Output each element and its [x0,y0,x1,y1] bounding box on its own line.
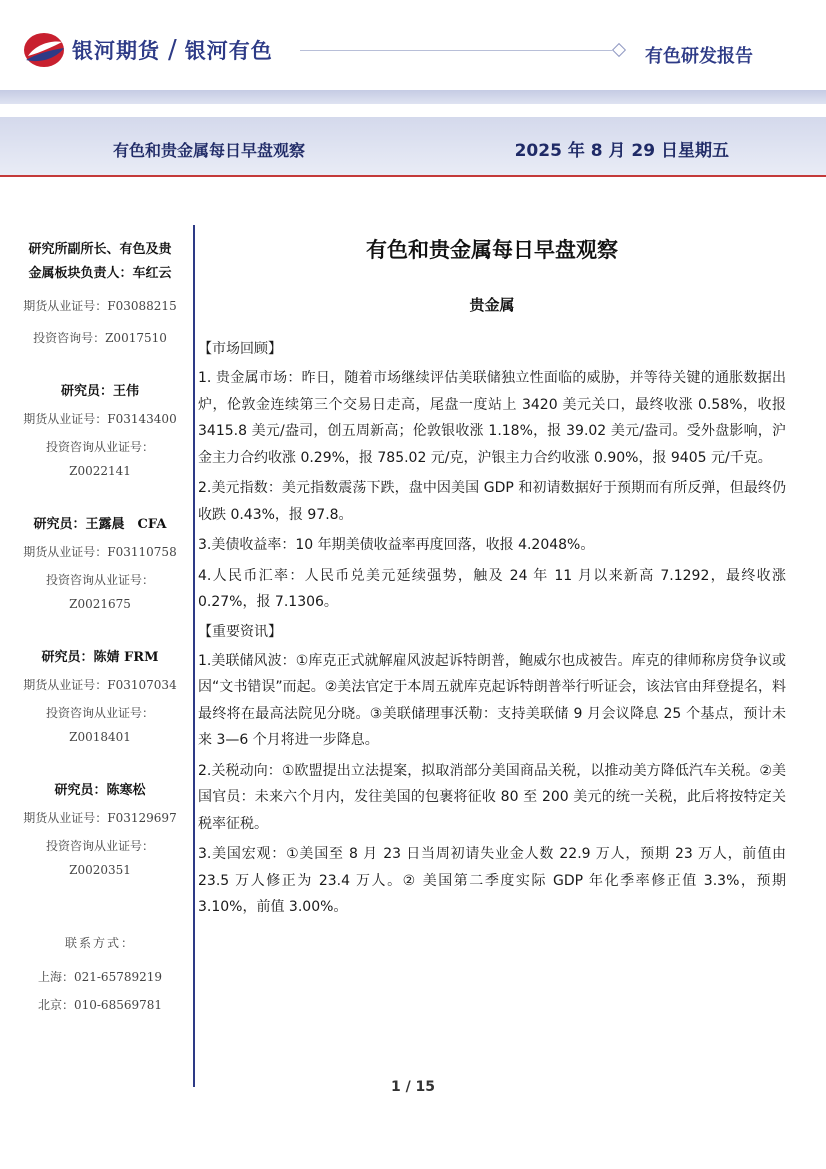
researcher-cert2: Z0018401 [69,730,131,744]
news-paragraph-2: 2.关税动向：①欧盟提出立法提案，拟取消部分美国商品关税，以推动美方降低汽车关税。②美国官员：未来六个月内，发往美国的包裹将征收 80 至 200 美元的统一关税，此后将按特定关税率征税。 [198,762,786,832]
header-decor-line [300,50,612,51]
researcher-cert1: 期货从业证号：F03129697 [23,811,177,825]
lead-cert-2: 投资咨询号：Z0017510 [33,331,167,345]
report-type: 有色研发报告 [645,46,753,67]
market-paragraph-3: 3.美债收益率：10 年期美债收益率再度回落，收报 4.2048%。 [198,537,595,553]
researcher-cert1: 期货从业证号：F03107034 [23,678,177,692]
researcher-cert2: Z0021675 [69,597,131,611]
researcher-name: 研究员：王伟 [60,384,139,399]
news-heading: 【重要资讯】 [198,623,282,640]
galaxy-logo-icon [22,30,66,70]
researcher-cert2-label: 投资咨询从业证号： [45,839,154,853]
logo [22,30,273,70]
researcher-name: 研究员：王露晨 CFA [33,517,167,532]
brand-separator: / [168,35,177,65]
contact-beijing: 北京：010-68569781 [37,998,163,1012]
market-review-heading: 【市场回顾】 [198,341,282,357]
report-body [198,230,786,921]
contact-shanghai: 上海：021-65789219 [37,970,163,984]
sub-brand-name: 银河有色 [184,39,273,63]
page-number: 1 / 15 [390,1079,436,1095]
researcher-name: 研究员：陈婧 FRM [41,650,159,665]
researcher-cert2-label: 投资咨询从业证号： [45,440,154,454]
lead-title-1: 研究所副所长、有色及贵 [28,242,172,257]
news-paragraph-1: 1.美联储风波：①库克正式就解雇风波起诉特朗普，鲍威尔也成被告。库克的律师称房贷争议或因“文书错误”而起。②美法官定于本周五就库克起诉特朗普举行听证会，该法官由拜登提名，料最终将在最高法院见分晓。③美联储理事沃勒：支持美联储 9 月会议降息 25 个基点，预计未来 3—6 个月将进一步降息。 [198,652,786,748]
researcher-cert2: Z0020351 [69,863,131,877]
researcher-cert2-label: 投资咨询从业证号： [45,706,154,720]
author-sidebar [10,238,190,1017]
market-paragraph-1: 1. 贵金属市场：昨日，随着市场继续评估美联储独立性面临的威胁，并等待关键的通胀数据出炉，伦敦金连续第三个交易日走高，尾盘一度站上 3420 美元关口，最终收涨 0.58%，收报 3415.8 美元/盎司，创五周新高；伦敦银收涨 1.18%，报 39.02 美元/盎司。受外盘影响，沪金主力合约收涨 0.29%，报 785.02 元/克，沪银主力合约收涨 0.90%，报 9405 元/千克。 [198,370,786,466]
researcher-name: 研究员：陈寒松 [54,783,146,798]
band-date: 2025 年 8 月 29 日星期五 [514,141,729,161]
sidebar-divider [193,225,195,1087]
researcher-cert2: Z0022141 [69,464,131,478]
market-paragraph-2: 2.美元指数：美元指数震荡下跌，盘中因美国 GDP 和初请数据好于预期而有所反弹，但最终仍收跌 0.43%，报 97.8。 [198,480,786,523]
market-paragraph-4: 4.人民币汇率：人民币兑美元延续强势，触及 24 年 11 月以来新高 7.1292，最终收涨 0.27%，报 7.1306。 [198,567,786,610]
band-title: 有色和贵金属每日早盘观察 [113,141,306,160]
brand-name: 银河期货 [72,39,160,63]
section-title: 贵金属 [469,296,515,314]
news-paragraph-3: 3.美国宏观：①美国至 8 月 23 日当周初请失业金人数 22.9 万人，预期 23 万人，前值由 23.5 万人修正为 23.4 万人。② 美国第二季度实际 GDP 年化季率修正值 3.3%，预期 3.10%，前值 3.00%。 [198,846,786,915]
contact-title: 联系方式： [64,936,135,950]
researcher-cert2-label: 投资咨询从业证号： [45,573,154,587]
lead-cert-1: 期货从业证号：F03088215 [23,299,177,313]
researcher-cert1: 期货从业证号：F03143400 [23,412,177,426]
lead-title-2: 金属板块负责人：车红云 [28,266,172,281]
diamond-icon [612,43,626,57]
report-title: 有色和贵金属每日早盘观察 [366,238,618,262]
researcher-cert1: 期货从业证号：F03110758 [23,545,177,559]
header-band-thin [0,90,826,104]
